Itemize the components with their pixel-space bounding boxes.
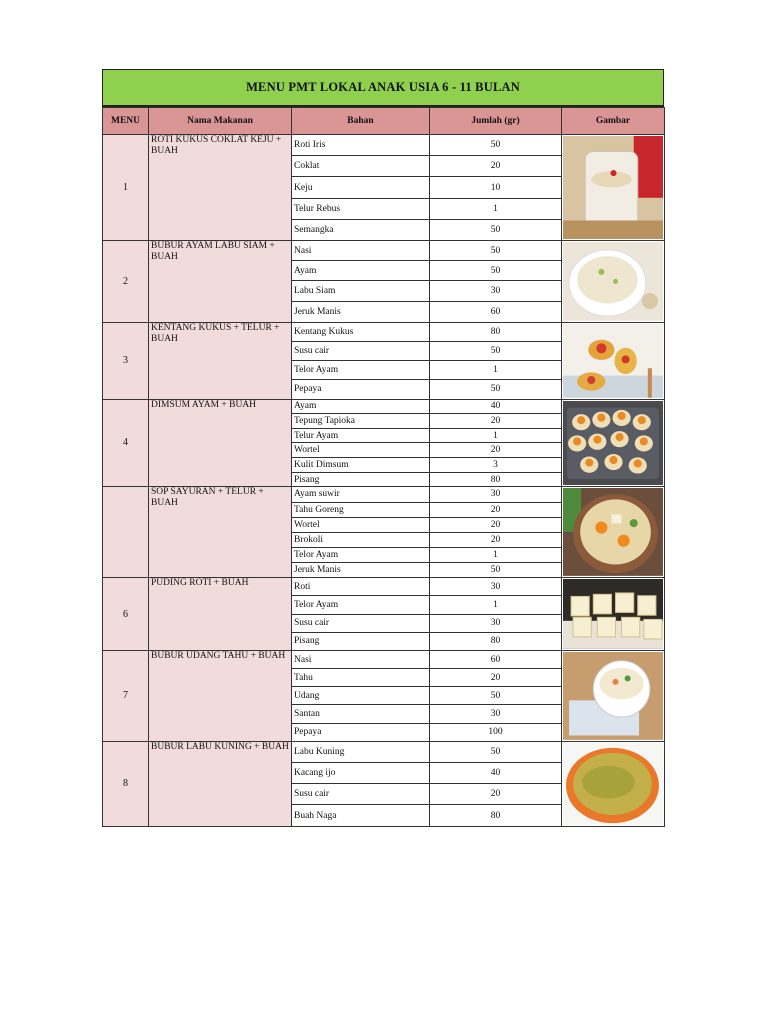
ingredient-row (103, 399, 665, 414)
ingredient-amount: 3 (430, 458, 562, 473)
ingredient-name: Pepaya (292, 723, 430, 741)
ingredient-name: Jeruk Manis (292, 563, 430, 578)
menu-table (102, 107, 665, 827)
ingredient-amount: 100 (430, 723, 562, 741)
menu-name: BUBUR LABU KUNING + BUAH (149, 741, 292, 826)
ingredient-name: Telor Ayam (292, 361, 430, 380)
menu-number (103, 487, 149, 578)
ingredient-amount: 50 (430, 741, 562, 762)
menu-number: 4 (103, 399, 149, 487)
menu-number: 2 (103, 241, 149, 323)
ingredient-amount: 50 (430, 219, 562, 240)
ingredient-amount: 30 (430, 281, 562, 301)
ingredient-name: Ayam suwir (292, 487, 430, 502)
food-image-cell (562, 650, 665, 741)
bubur-udang-photo (563, 652, 663, 740)
ingredient-name: Pepaya (292, 380, 430, 399)
food-image-cell (562, 135, 665, 241)
food-image-cell (562, 741, 665, 826)
header-bahan: Bahan (292, 108, 430, 135)
ingredient-amount: 30 (430, 487, 562, 502)
ingredient-name: Ayam (292, 261, 430, 281)
ingredient-amount: 50 (430, 261, 562, 281)
header-menu: MENU (103, 108, 149, 135)
ingredient-amount: 40 (430, 399, 562, 414)
ingredient-row (103, 578, 665, 596)
menu-table-body (103, 135, 665, 827)
ingredient-name: Buah Naga (292, 805, 430, 826)
food-image-cell (562, 578, 665, 651)
header-row (103, 108, 665, 135)
ingredient-amount: 1 (430, 198, 562, 219)
ingredient-name: Kulit Dimsum (292, 458, 430, 473)
menu-sheet (102, 69, 664, 827)
ingredient-name: Wortel (292, 517, 430, 532)
menu-name: BUBUR AYAM LABU SIAM + BUAH (149, 241, 292, 323)
ingredient-name: Santan (292, 705, 430, 723)
header-jumlah: Jumlah (gr) (430, 108, 562, 135)
menu-name: BUBUR UDANG TAHU + BUAH (149, 650, 292, 741)
ingredient-row (103, 487, 665, 502)
ingredient-name: Kacang ijo (292, 763, 430, 784)
ingredient-amount: 20 (430, 784, 562, 805)
ingredient-name: Pisang (292, 472, 430, 487)
ingredient-amount: 60 (430, 650, 562, 668)
ingredient-name: Roti (292, 578, 430, 596)
ingredient-row (103, 241, 665, 261)
ingredient-amount: 80 (430, 322, 562, 341)
ingredient-amount: 80 (430, 805, 562, 826)
ingredient-row (103, 741, 665, 762)
ingredient-name: Jeruk Manis (292, 301, 430, 322)
ingredient-amount: 20 (430, 517, 562, 532)
ingredient-amount: 30 (430, 614, 562, 632)
ingredient-name: Telor Ayam (292, 596, 430, 614)
header-gambar: Gambar (562, 108, 665, 135)
ingredient-row (103, 135, 665, 156)
menu-number: 3 (103, 322, 149, 399)
ingredient-amount: 10 (430, 177, 562, 198)
ingredient-name: Wortel (292, 443, 430, 458)
ingredient-amount: 1 (430, 596, 562, 614)
ingredient-name: Nasi (292, 650, 430, 668)
menu-name: SOP SAYURAN + TELUR + BUAH (149, 487, 292, 578)
food-image-cell (562, 241, 665, 323)
bubur-labu-photo (563, 743, 663, 825)
ingredient-amount: 50 (430, 380, 562, 399)
ingredient-amount: 80 (430, 472, 562, 487)
ingredient-amount: 1 (430, 361, 562, 380)
ingredient-amount: 50 (430, 687, 562, 705)
ingredient-name: Susu cair (292, 784, 430, 805)
ingredient-amount: 80 (430, 632, 562, 650)
ingredient-name: Coklat (292, 156, 430, 177)
ingredient-name: Kentang Kukus (292, 322, 430, 341)
sheet-title: MENU PMT LOKAL ANAK USIA 6 - 11 BULAN (102, 69, 664, 107)
kentang-kukus-photo (563, 324, 663, 398)
ingredient-name: Keju (292, 177, 430, 198)
ingredient-name: Ayam (292, 399, 430, 414)
ingredient-name: Telor Ayam (292, 547, 430, 562)
ingredient-name: Udang (292, 687, 430, 705)
ingredient-name: Roti Iris (292, 135, 430, 156)
ingredient-name: Labu Siam (292, 281, 430, 301)
ingredient-amount: 40 (430, 763, 562, 784)
menu-name: ROTI KUKUS COKLAT KEJU + BUAH (149, 135, 292, 241)
header-nama-makanan: Nama Makanan (149, 108, 292, 135)
dimsum-photo (563, 401, 663, 486)
ingredient-name: Tahu Goreng (292, 502, 430, 517)
sop-sayuran-photo (563, 488, 663, 576)
ingredient-amount: 20 (430, 669, 562, 687)
ingredient-name: Semangka (292, 219, 430, 240)
ingredient-amount: 30 (430, 578, 562, 596)
menu-number: 1 (103, 135, 149, 241)
ingredient-name: Tahu (292, 669, 430, 687)
ingredient-amount: 50 (430, 241, 562, 261)
ingredient-amount: 1 (430, 547, 562, 562)
ingredient-name: Susu cair (292, 341, 430, 360)
ingredient-name: Susu cair (292, 614, 430, 632)
ingredient-amount: 20 (430, 443, 562, 458)
ingredient-amount: 30 (430, 705, 562, 723)
ingredient-name: Brokoli (292, 532, 430, 547)
ingredient-amount: 20 (430, 502, 562, 517)
menu-number: 8 (103, 741, 149, 826)
food-image-cell (562, 487, 665, 578)
menu-number: 7 (103, 650, 149, 741)
puding-roti-photo (563, 579, 663, 649)
food-image-cell (562, 322, 665, 399)
ingredient-name: Telur Ayam (292, 428, 430, 443)
ingredient-name: Pisang (292, 632, 430, 650)
ingredient-amount: 1 (430, 428, 562, 443)
menu-name: DIMSUM AYAM + BUAH (149, 399, 292, 487)
menu-name: PUDING ROTI + BUAH (149, 578, 292, 651)
roti-kukus-photo (563, 136, 663, 239)
ingredient-name: Telur Rebus (292, 198, 430, 219)
menu-number: 6 (103, 578, 149, 651)
ingredient-amount: 60 (430, 301, 562, 322)
ingredient-name: Tepung Tapioka (292, 414, 430, 429)
menu-name: KENTANG KUKUS + TELUR + BUAH (149, 322, 292, 399)
ingredient-name: Labu Kuning (292, 741, 430, 762)
ingredient-amount: 50 (430, 341, 562, 360)
ingredient-amount: 20 (430, 414, 562, 429)
bubur-ayam-photo (563, 242, 663, 321)
ingredient-amount: 20 (430, 156, 562, 177)
ingredient-amount: 20 (430, 532, 562, 547)
ingredient-row (103, 322, 665, 341)
ingredient-row (103, 650, 665, 668)
ingredient-amount: 50 (430, 135, 562, 156)
ingredient-amount: 50 (430, 563, 562, 578)
food-image-cell (562, 399, 665, 487)
ingredient-name: Nasi (292, 241, 430, 261)
